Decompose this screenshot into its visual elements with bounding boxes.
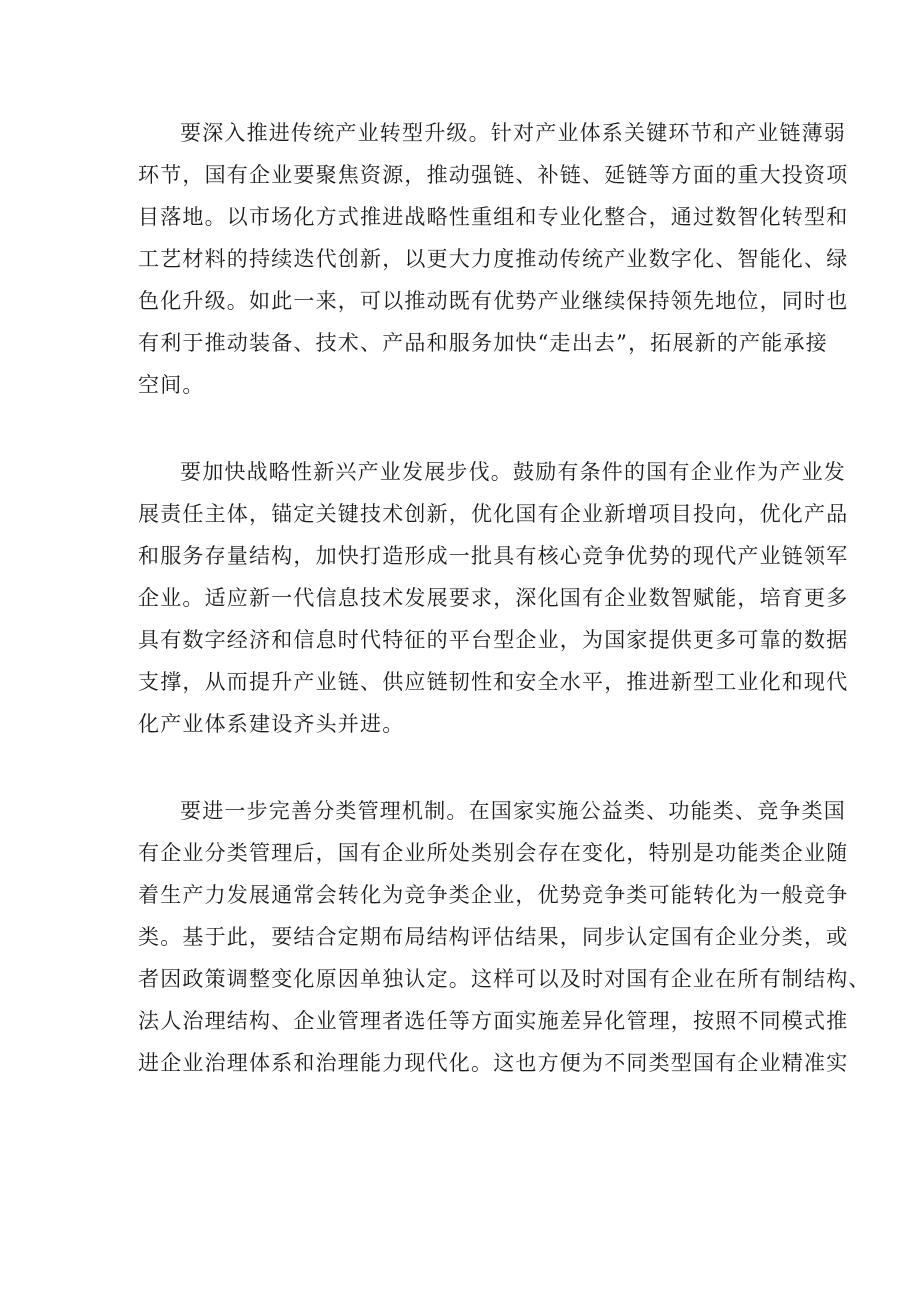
paragraph-line: 者因政策调整变化原因单独认定。这样可以及时对国有企业在所有制结构、 [138,967,871,991]
paragraph-line: 具有数字经济和信息时代特征的平台型企业，为国家提供更多可靠的数据 [138,628,849,652]
paragraph-line: 着生产力发展通常会转化为竞争类企业，优势竞争类可能转化为一般竞争 [138,883,849,907]
paragraph-line: 有企业分类管理后，国有企业所处类别会存在变化，特别是功能类企业随 [138,841,849,865]
paragraph-line: 目落地。以市场化方式推进战略性重组和专业化整合，通过数智化转型和 [138,205,849,229]
paragraph-line: 空间。 [138,373,205,397]
paragraph-line: 工艺材料的持续迭代创新，以更大力度推动传统产业数字化、智能化、绿 [138,247,849,271]
paragraph-line: 色化升级。如此一来，可以推动既有优势产业继续保持领先地位，同时也 [138,289,849,313]
paragraph-line: 进企业治理体系和治理能力现代化。这也方便为不同类型国有企业精准实 [138,1051,849,1075]
paragraph-line: 企业。适应新一代信息技术发展要求，深化国有企业数智赋能，培育更多 [138,586,849,610]
paragraph-line: 法人治理结构、企业管理者选任等方面实施差异化管理，按照不同模式推 [138,1009,849,1033]
paragraph-line: 环节，国有企业要聚焦资源，推动强链、补链、延链等方面的重大投资项 [138,163,849,187]
paragraph-line: 有利于推动装备、技术、产品和服务加快“走出去”，拓展新的产能承接 [138,331,828,355]
paragraph-line: 化产业体系建设齐头并进。 [138,712,405,736]
paragraph-traditional-industry [138,112,849,406]
paragraph-line: 类。基于此，要结合定期布局结构评估结果，同步认定国有企业分类，或 [138,925,849,949]
paragraph-line: 要深入推进传统产业转型升级。针对产业体系关键环节和产业链薄弱 [180,121,846,145]
paragraph-classification-management [138,790,871,1084]
paragraph-line: 展责任主体，锚定关键技术创新，优化国有企业新增项目投向，优化产品 [138,502,849,526]
paragraph-line: 支撑，从而提升产业链、供应链韧性和安全水平，推进新型工业化和现代 [138,670,849,694]
paragraph-line: 和服务存量结构，加快打造形成一批具有核心竞争优势的现代产业链领军 [138,544,849,568]
paragraph-line: 要加快战略性新兴产业发展步伐。鼓励有条件的国有企业作为产业发 [180,460,846,484]
paragraph-emerging-industry [138,451,849,745]
paragraph-line: 要进一步完善分类管理机制。在国家实施公益类、功能类、竞争类国 [180,799,846,823]
